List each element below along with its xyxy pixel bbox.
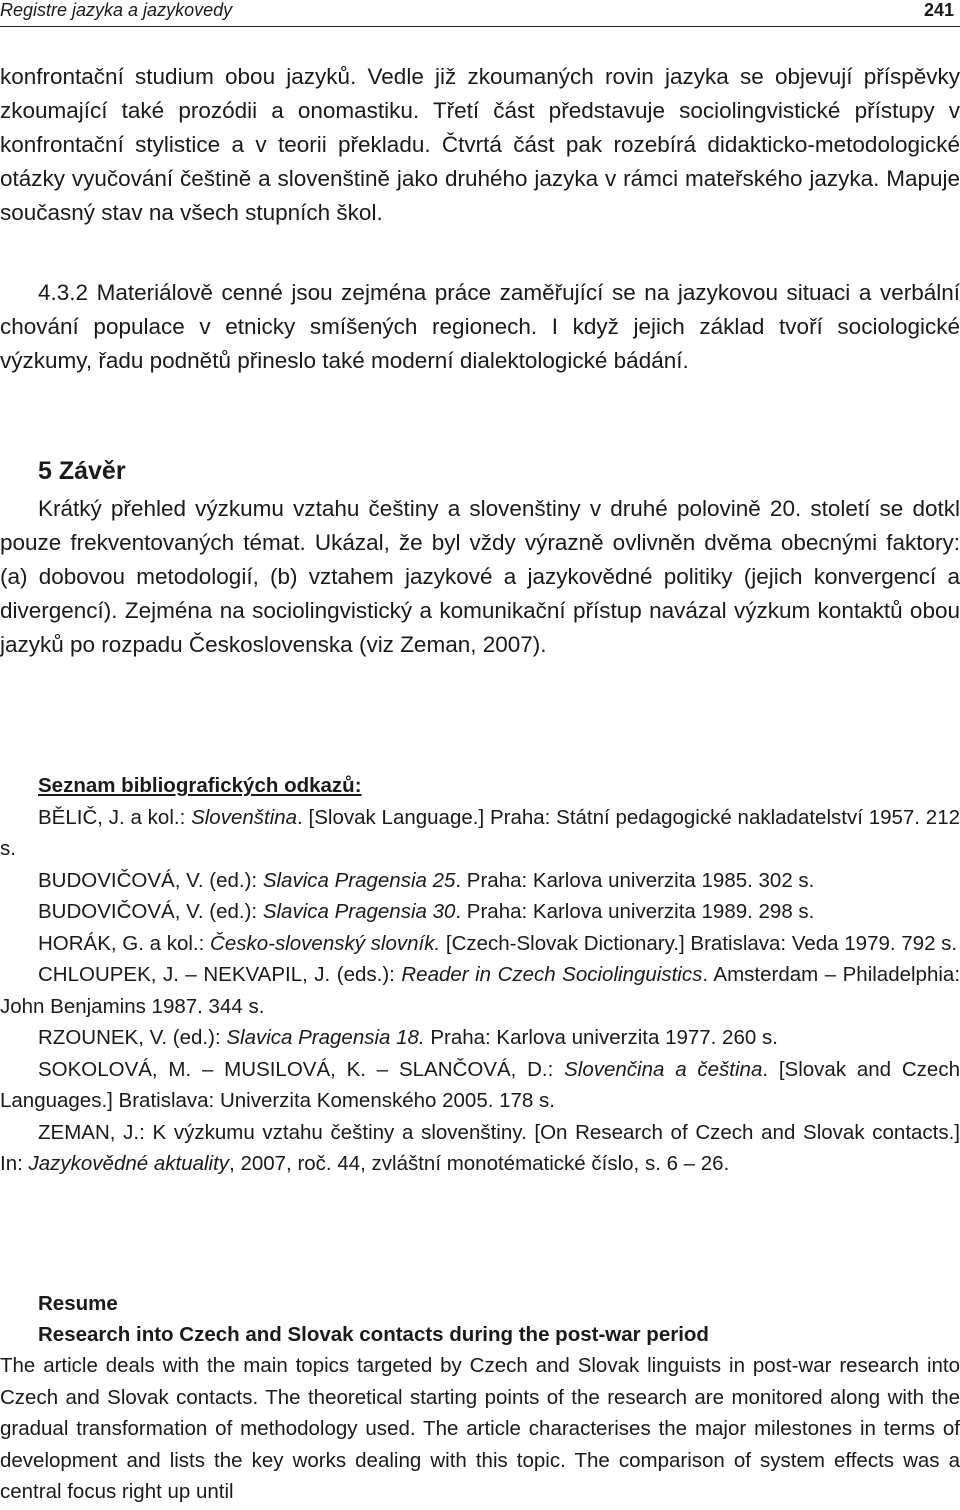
bibliography-entry [0, 896, 960, 928]
entry-title: Česko-slovenský slovník. [210, 931, 441, 955]
entry-details: [Czech-Slovak Dictionary.] Bratislava: Veda 1979. 792 s. [440, 931, 958, 955]
entry-authors: BĚLIČ, J. a kol.: [38, 805, 192, 829]
entry-title: Slovenština [191, 805, 298, 829]
entry-details: . [Slovak and Czech Languages.] Bratislava: Univerzita Komenského 2005. 178 s. [0, 1057, 960, 1112]
resume-title: Research into Czech and Slovak contacts during the post-war period [38, 1323, 709, 1346]
entry-details: . [Slovak Language.] Praha: Státní pedagogické nakladatelství 1957. 212 s. [0, 805, 960, 860]
entry-title: Slavica Pragensia 30 [262, 900, 456, 923]
entry-authors: BUDOVIČOVÁ, V. (ed.): [38, 900, 263, 923]
bibliography-entry [0, 959, 960, 1022]
bibliography-entry [0, 928, 960, 960]
entry-details: , 2007, roč. 44, zvláštní monotématické číslo, s. 6 – 26. [229, 1152, 730, 1175]
entry-authors: SOKOLOVÁ, M. – MUSILOVÁ, K. – SLANČOVÁ, D.: [38, 1057, 565, 1081]
entry-title: Reader in Czech Sociolinguistics [401, 963, 703, 986]
bibliography-entry [0, 865, 960, 897]
entry-title: Slavica Pragensia 25 [262, 868, 456, 892]
entry-details: . Amsterdam – Philadelphia: John Benjamins 1987. 344 s. [0, 963, 960, 1018]
page-header [0, 0, 960, 27]
entry-authors: CHLOUPEK, J. – NEKVAPIL, J. (eds.): [38, 963, 402, 986]
bibliography-entry [0, 1054, 960, 1117]
paragraph-continuation [0, 60, 960, 230]
bibliography-entry [0, 802, 960, 865]
entry-details: Praha: Karlova univerzita 1977. 260 s. [424, 1026, 778, 1049]
entry-title: Slovenčina a čeština [564, 1057, 763, 1081]
entry-authors: BUDOVIČOVÁ, V. (ed.): [38, 868, 263, 892]
bibliography [0, 770, 960, 1180]
resume-abstract: The article deals with the main topics targeted by Czech and Slovak linguists in post-war research into Czech and Slovak contacts. The theoretical starting points of the research are monitored along with the gradual transformation of methodology used. The article characterises the major milestones in terms of development and lists the key works dealing with this topic. The comparison of system effects was a central focus right up until [0, 1354, 960, 1503]
entry-authors: ZEMAN, J.: K výzkumu vztahu češtiny a slovenštiny. [On Research of Czech and Slovak contacts.] In: [0, 1120, 960, 1175]
entry-title: Jazykovědné aktuality [28, 1152, 230, 1175]
paragraph-4-3-2 [0, 276, 960, 378]
resume-label: Resume [38, 1292, 118, 1315]
entry-authors: RZOUNEK, V. (ed.): [38, 1026, 227, 1049]
entry-authors: HORÁK, G. a kol.: [38, 931, 211, 955]
entry-title: Slavica Pragensia 18. [226, 1026, 425, 1049]
entry-details: . Praha: Karlova univerzita 1989. 298 s. [455, 900, 815, 923]
entry-details: . Praha: Karlova univerzita 1985. 302 s. [455, 868, 815, 892]
resume-section [0, 1288, 960, 1508]
section-heading: 5 Závěr [38, 457, 126, 485]
paragraph-text: Krátký přehled výzkumu vztahu češtiny a slovenštiny v druhé polovině 20. století se dotkl pouze frekventovaných témat. Ukázal, že byl vždy výrazně ovlivněn dvěma obecnými faktory: (a) dobovou metodologií, (b) vztahem jazykové a jazykovědné politiky (jejich konvergencí a divergencí). Zejména na sociolingvistický a komunikační přístup navázal výzkum kontaktů obou jazyků po rozpadu Československa (viz Zeman, 2007). [0, 496, 960, 657]
paragraph-conclusion [0, 492, 960, 662]
page-number: 241 [923, 0, 954, 20]
bibliography-entry [0, 1022, 960, 1054]
paragraph-text: 4.3.2 Materiálově cenné jsou zejména práce zaměřující se na jazykovou situaci a verbální chování populace v etnicky smíšených regionech. I když jejich základ tvoří sociologické výzkumy, řadu podnětů přineslo také moderní dialektologické bádání. [0, 280, 960, 373]
bibliography-heading: Seznam bibliografických odkazů: [38, 774, 362, 797]
bibliography-list [0, 802, 960, 1180]
running-title: Registre jazyka a jazykovedy [0, 0, 233, 20]
paragraph-text: konfrontační studium obou jazyků. Vedle již zkoumaných rovin jazyka se objevují příspěvky zkoumající také prozódii a onomastiku. Třetí část představuje sociolingvistické přístupy v konfrontační stylistice a v teorii překladu. Čtvrtá část pak rozebírá didakticko-metodologické otázky vyučování češtině a slovenštině jako druhého jazyka v rámci mateřského jazyka. Mapuje současný stav na všech stupních škol. [0, 64, 960, 225]
bibliography-entry [0, 1117, 960, 1180]
